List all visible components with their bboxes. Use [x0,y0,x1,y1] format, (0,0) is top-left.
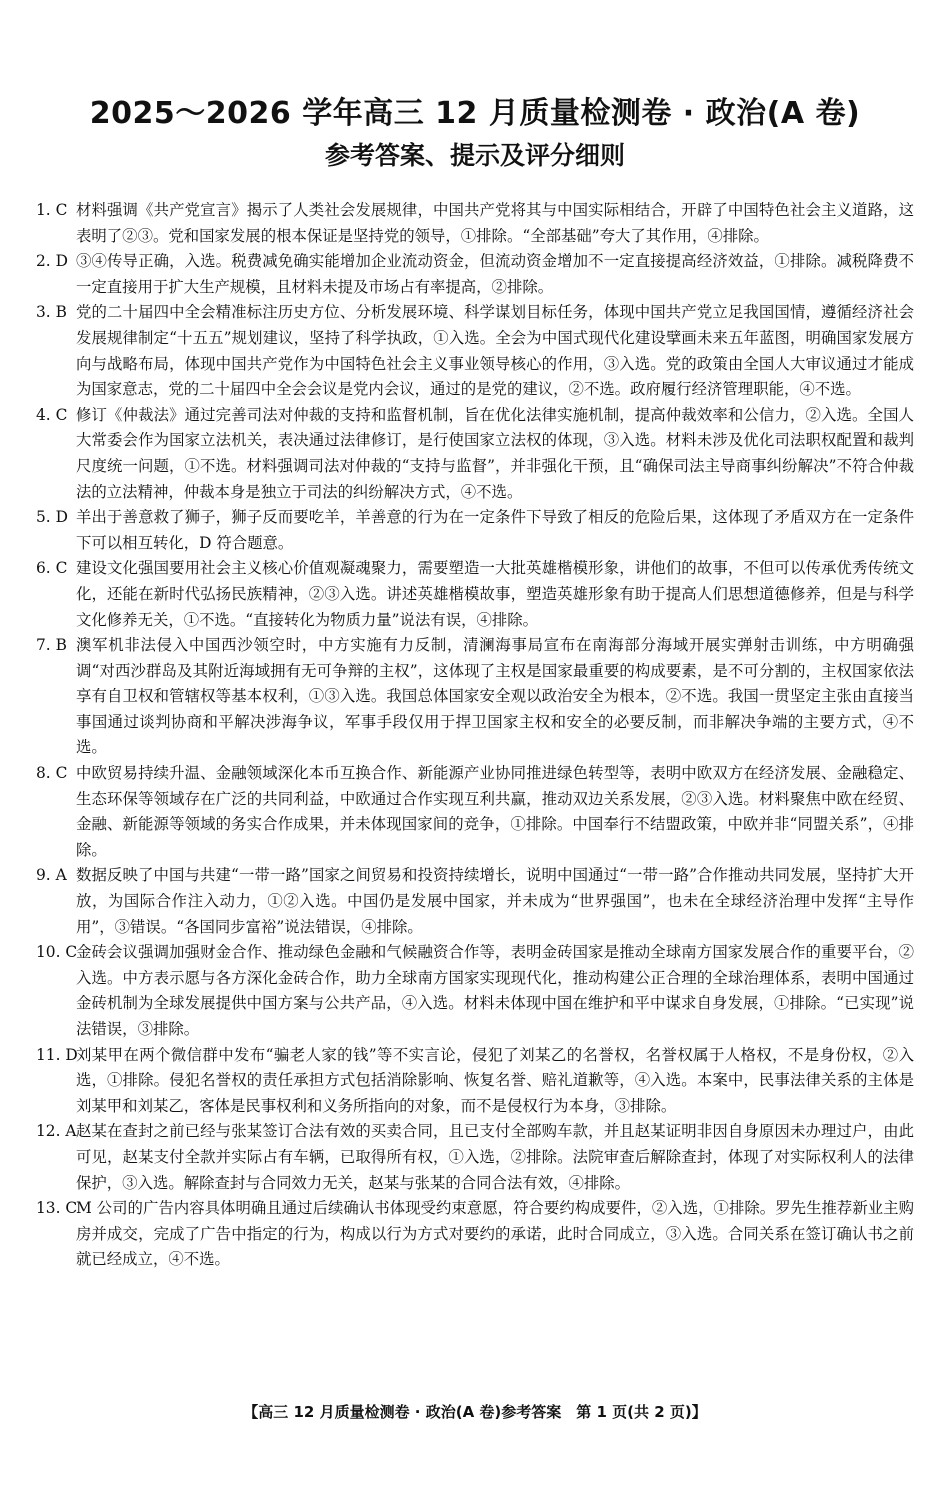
answer-item-13 [36,1196,914,1273]
answer-item-7 [36,633,914,761]
answer-number: 5. D [36,508,68,527]
answer-item-6 [36,556,914,633]
answer-explanation: 党的二十届四中全会精准标注历史方位、分析发展环境、科学谋划目标任务，体现中国共产党立足我国国情，遵循经济社会发展规律制定“十五五”规划建议，坚持了科学执政，①入选。全会为中国式现代化建设擘画未来五年蓝图，明确国家发展方向与战略布局，体现中国共产党作为中国特色社会主义事业领导核心的作用，③入选。党的政策由全国人大审议通过才能成为国家意志，党的二十届四中全会会议是党内会议，通过的是党的建议，②不选。政府履行经济管理职能，④不选。 [76,303,914,399]
answer-explanation: 材料强调《共产党宣言》揭示了人类社会发展规律，中国共产党将其与中国实际相结合，开辟了中国特色社会主义道路，这表明了②③。党和国家发展的根本保证是坚持党的领导，①排除。“全部基础”夸大了其作用，④排除。 [76,201,914,245]
answer-item-3 [36,300,914,402]
page-subtitle: 参考答案、提示及评分细则 [324,141,625,170]
answer-number: 1. C [36,201,68,219]
answer-item-4 [36,403,914,505]
answer-explanation: 中欧贸易持续升温、金融领域深化本币互换合作、新能源产业协同推进绿色转型等，表明中欧双方在经济发展、金融稳定、生态环保等领域存在广泛的共同利益，中欧通过合作实现互利共赢，推动双边关系发展，②③入选。材料聚焦中欧在经贸、金融、新能源等领域的务实合作成果，并未体现国家间的竞争，①排除。中国奉行不结盟政策，中欧并非“同盟关系”，④排除。 [76,764,914,859]
answer-explanation: 建设文化强国要用社会主义核心价值观凝魂聚力，需要塑造一大批英雄楷模形象，讲他们的故事，不但可以传承优秀传统文化，还能在新时代弘扬民族精神，②③入选。讲述英雄楷模故事，塑造英雄形象有助于提高人们思想道德修养，但是与科学文化修养无关，①不选。“直接转化为物质力量”说法有误，④排除。 [76,559,914,629]
answer-explanation: 金砖会议强调加强财金合作、推动绿色金融和气候融资合作等，表明金砖国家是推动全球南方国家发展合作的重要平台，②入选。中方表示愿与各方深化金砖合作，助力全球南方国家实现现代化，推动构建公正合理的全球治理体系，表明中国通过金砖机制为全球发展提供中国方案与公共产品，④入选。材料未体现中国在维护和平中谋求自身发展，①排除。“已实现”说法错误，③排除。 [76,943,914,1038]
answer-number: 3. B [36,303,67,322]
answer-number: 9. A [36,866,67,885]
answer-number: 4. C [36,405,68,424]
answer-explanation: 羊出于善意救了狮子，狮子反而要吃羊，羊善意的行为在一定条件下导致了相反的危险后果，这体现了矛盾双方在一定条件下可以相互转化，D 符合题意。 [76,508,914,552]
answer-number: 11. D [36,1045,78,1064]
page-title: 2025～2026 学年高三 12 月质量检测卷 · 政治(A 卷) [89,96,861,131]
answer-item-10 [36,940,914,1042]
answer-item-5 [36,505,914,556]
answer-number: 6. C [36,559,68,578]
answer-number: 12. A [36,1122,77,1141]
answer-number: 2. D [36,252,68,271]
answer-item-9 [36,863,914,940]
answer-item-12 [36,1119,914,1196]
page-footer: 【高三 12 月质量检测卷 · 政治(A 卷)参考答案 第 1 页(共 2 页)】 [243,1403,707,1421]
answer-item-2 [36,249,914,300]
answer-number: 8. C [36,764,68,783]
answer-number: 13. C [36,1199,78,1218]
answer-explanation: 澳军机非法侵入中国西沙领空时，中方实施有力反制，清澜海事局宣布在南海部分海域开展实弹射击训练，中方明确强调“对西沙群岛及其附近海域拥有无可争辩的主权”，这体现了主权是国家最重要的构成要素，是不可分割的，主权国家依法享有自卫权和管辖权等基本权利，①③入选。我国总体国家安全观以政治安全为根本，②不选。我国一贯坚定主张由直接当事国通过谈判协商和平解决涉海争议，军事手段仅用于捍卫国家主权和安全的必要反制，而非解决争端的主要方式，④不选。 [76,636,914,757]
answer-number: 7. B [36,636,67,655]
answer-explanation: 刘某甲在两个微信群中发布“骗老人家的钱”等不实言论，侵犯了刘某乙的名誉权，名誉权属于人格权，不是身份权，②入选，①排除。侵犯名誉权的责任承担方式包括消除影响、恢复名誉、赔礼道歉等，④入选。本案中，民事法律关系的主体是刘某甲和刘某乙，客体是民事权利和义务所指向的对象，而不是侵权行为本身，③排除。 [76,1045,914,1115]
answer-explanation: 修订《仲裁法》通过完善司法对仲裁的支持和监督机制，旨在优化法律实施机制，提高仲裁效率和公信力，②入选。全国人大常委会作为国家立法机关，表决通过法律修订，是行使国家立法权的体现，③入选。材料未涉及优化司法职权配置和裁判尺度统一问题，①不选。材料强调司法对仲裁的“支持与监督”，并非强化干预，且“确保司法主导商事纠纷解决”不符合仲裁法的立法精神，仲裁本身是独立于司法的纠纷解决方式，④不选。 [76,405,914,501]
answer-explanation: M 公司的广告内容具体明确且通过后续确认书体现受约束意愿，符合要约构成要件，②入选，①排除。罗先生推荐新业主购房并成交，完成了广告中指定的行为，构成以行为方式对要约的承诺，此时合同成立，③入选。合同关系在签订确认书之前就已经成立，④不选。 [76,1199,914,1269]
answer-item-8 [36,761,914,863]
answer-item-1 [36,198,914,249]
answer-explanation: ③④传导正确，入选。税费减免确实能增加企业流动资金，但流动资金增加不一定直接提高经济效益，①排除。减税降费不一定直接用于扩大生产规模，且材料未提及市场占有率提高，②排除。 [76,252,914,296]
answer-explanation: 赵某在查封之前已经与张某签订合法有效的买卖合同，且已支付全部购车款，并且赵某证明非因自身原因未办理过户，由此可见，赵某支付全款并实际占有车辆，已取得所有权，①入选，②排除。法院审查后解除查封，体现了对实际权利人的法律保护，③入选。解除查封与合同效力无关，赵某与张某的合同合法有效，④排除。 [76,1122,914,1192]
answer-item-11 [36,1043,914,1120]
answer-number: 10. C [36,943,78,962]
answer-list [36,198,914,1273]
answer-explanation: 数据反映了中国与共建“一带一路”国家之间贸易和投资持续增长，说明中国通过“一带一路”合作推动共同发展，坚持扩大开放，为国际合作注入动力，①②入选。中国仍是发展中国家，并未成为“世界强国”，也未在全球经济治理中发挥“主导作用”，③错误。“各国同步富裕”说法错误，④排除。 [76,866,914,936]
